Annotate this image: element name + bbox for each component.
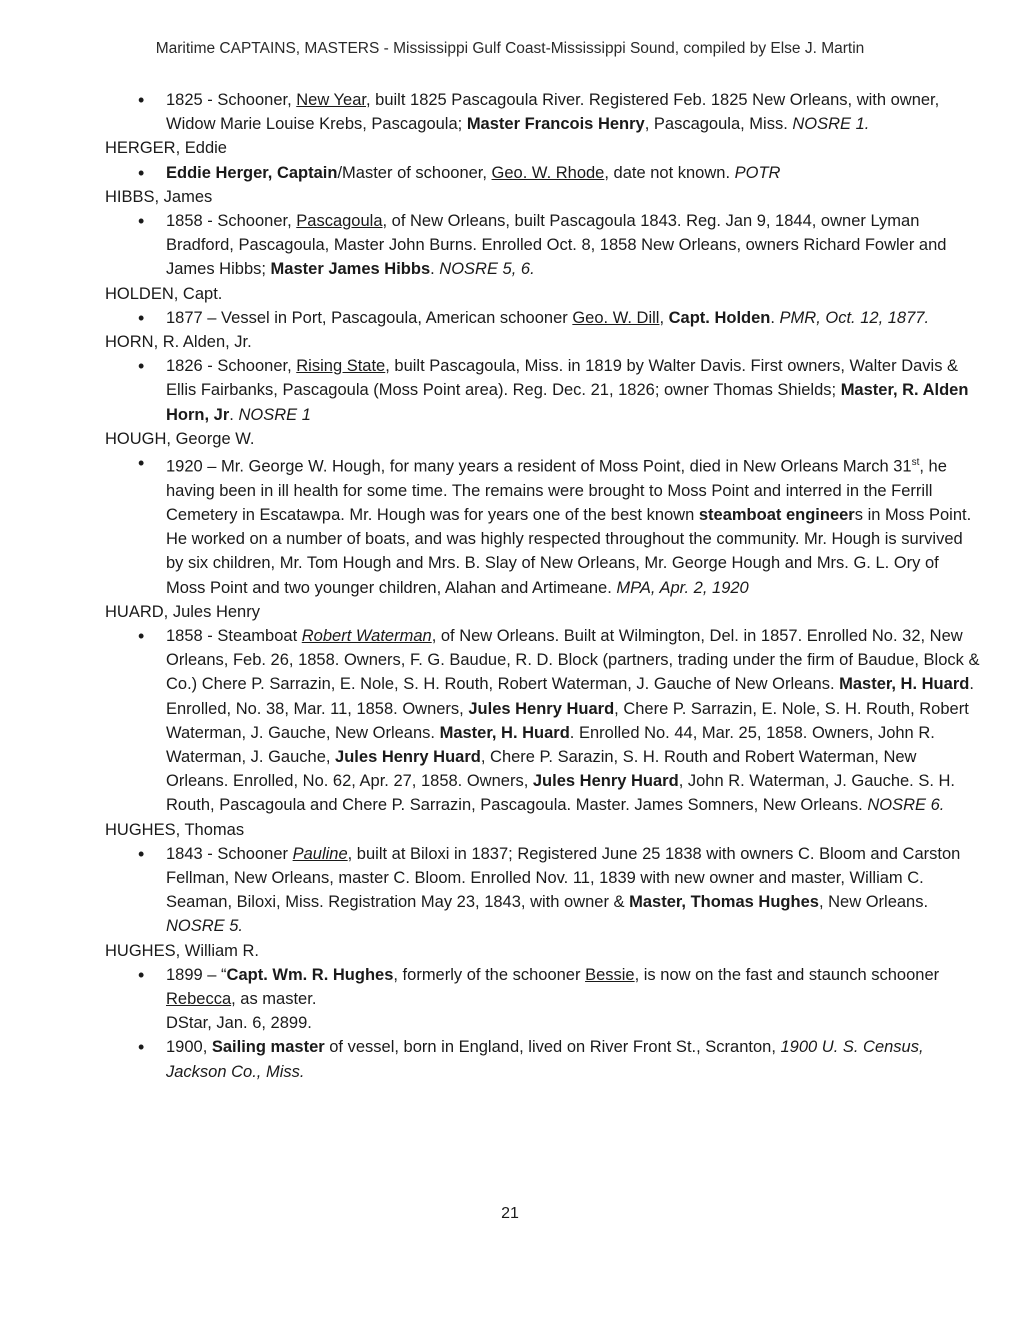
entry-text: . — [430, 260, 440, 279]
source-citation: POTR — [734, 163, 781, 182]
entry-list — [105, 624, 980, 818]
vessel-name: New Year — [296, 91, 366, 109]
entry-text: 1900, — [166, 1038, 212, 1057]
master-name: Master, Thomas Hughes — [629, 893, 819, 912]
list-item — [105, 161, 980, 185]
entry-text: 1826 - Schooner, — [166, 357, 297, 376]
person-name: HUGHES, William R. — [105, 941, 260, 960]
master-name: Master, H. Huard — [439, 723, 570, 742]
ordinal-suffix: st — [911, 457, 920, 469]
source-citation: NOSRE 5, 6. — [439, 260, 535, 279]
vessel-name: Rising State — [296, 357, 386, 376]
source-citation: NOSRE 6. — [867, 796, 945, 815]
entry-text: 1843 - Schooner — [166, 844, 293, 863]
page-content — [105, 88, 980, 1084]
source-citation: NOSRE 1 — [238, 405, 311, 424]
entry-text: 1825 - Schooner, — [166, 91, 297, 109]
entry-list — [105, 161, 980, 185]
source-citation: DStar, Jan. 6, 2899. — [166, 1014, 312, 1033]
entry-text: , of New Orleans. Built at Wilmington, Del. in 1857. Enrolled No. 32, New Orleans, Feb. 26, 1858. Owners, F. G. Baudue, R. D. Block (partners, trading under the firm of Baudue, Block & Co.) Chere P. Sarrazin, E. Nole, S. H. Routh, Robert Waterman, J. Gauche of New Orleans. — [166, 626, 980, 694]
vessel-name: Bessie — [585, 965, 635, 984]
list-item — [105, 842, 980, 939]
page-header: Maritime CAPTAINS, MASTERS - Mississippi Gulf Coast-Mississippi Sound, compiled by Else J. Martin — [155, 40, 865, 57]
master-name: Master, R. Alden Horn, Jr — [166, 381, 969, 424]
list-item — [105, 306, 980, 330]
master-name: Eddie Herger, Captain — [166, 163, 338, 182]
master-name: Capt. Wm. R. Hughes — [226, 965, 394, 984]
list-item — [105, 88, 980, 136]
vessel-name: Robert Waterman — [301, 626, 432, 645]
entry-list — [105, 354, 980, 427]
entry-text: , — [659, 308, 669, 327]
entry-text: , New Orleans. — [818, 893, 929, 912]
list-item — [105, 624, 980, 818]
list-item — [105, 1035, 980, 1083]
entry-list — [105, 88, 980, 136]
source-citation: NOSRE 1. — [792, 115, 870, 134]
source-citation: NOSRE 5. — [166, 917, 244, 936]
owner-name: Jules Henry Huard — [468, 699, 615, 718]
entry-text: , date not known. — [604, 163, 735, 182]
person-name: HERGER, Eddie — [105, 139, 227, 158]
occupation-highlight: steamboat engineer — [698, 505, 855, 524]
entry-text: . Enrolled, No. 38, Mar. 11, 1858. Owners, — [166, 675, 974, 718]
entry-text: 1920 – Mr. George W. Hough, for many years a resident of Moss Point, died in New Orleans March 31 — [166, 457, 912, 476]
entry-text: , built 1825 Pascagoula River. Registered Feb. 1825 New Orleans, with owner, Widow Marie Louise Krebs, Pascagoula; — [166, 91, 940, 134]
master-name: Master Francois Henry — [466, 115, 645, 134]
vessel-name: Pauline — [292, 844, 348, 863]
source-citation: 1900 U. S. Census, Jackson Co., Miss. — [166, 1038, 924, 1081]
entry-text: s in Moss Point. He worked on a number of boats, and was highly respected throughout the community. Mr. Hough is survived by six children, Mr. Tom Hough and Mrs. B. Slay of New Orleans, Mr. George Hough and Mrs. G. L. Ory of Moss Point and two younger children, Alahan and Artimeane. — [166, 505, 972, 597]
entry-text: , built Pascagoula, Miss. in 1819 by Walter Davis. First owners, Walter Davis & Ellis Fairbanks, Pascagoula (Moss Point area). Reg. Dec. 21, 1826; owner Thomas Shields; — [166, 357, 959, 400]
entry-list — [105, 963, 980, 1084]
entry-text: , he having been in ill health for some time. The remains were brought to Moss Point and interred in the Ferrill Cemetery in Escatawpa. Mr. Hough was for years one of the best known — [166, 457, 947, 524]
owner-name: Jules Henry Huard — [532, 772, 679, 791]
person-name: HUARD, Jules Henry — [105, 602, 260, 621]
occupation-highlight: Sailing master — [211, 1038, 325, 1057]
entry-text: , is now on the fast and staunch schooner — [634, 965, 940, 984]
entry-text: . Enrolled No. 44, Mar. 25, 1858. Owners, John R. Waterman, J. Gauche, — [166, 723, 935, 766]
entry-list — [105, 306, 980, 330]
entry-list — [105, 842, 980, 939]
master-name: Capt. Holden — [668, 308, 771, 327]
entry-text: , Chere P. Sarrazin, E. Nole, S. H. Routh, Robert Waterman, J. Gauche, New Orleans. — [166, 699, 969, 742]
page-number: 21 — [501, 1205, 519, 1222]
entry-text: . — [770, 308, 780, 327]
person-name: HIBBS, James — [105, 187, 213, 206]
entry-text: 1858 - Steamboat — [166, 626, 302, 645]
vessel-name: Geo. W. Dill — [572, 308, 660, 327]
list-item — [105, 209, 980, 282]
person-name: HOUGH, George W. — [105, 429, 255, 448]
person-name: HOLDEN, Capt. — [105, 284, 223, 303]
source-citation: MPA, Apr. 2, 1920 — [616, 578, 749, 597]
list-item — [105, 451, 980, 600]
master-name: Master James Hibbs — [270, 260, 431, 279]
entry-text: , built at Biloxi in 1837; Registered June 25 1838 with owners C. Bloom and Carston Fellman, New Orleans, master C. Bloom. Enrolled Nov. 11, 1839 with new owner and master, William C. Seaman, Biloxi, Miss. Registration May 23, 1843, with owner & — [166, 844, 961, 912]
master-name: Master, H. Huard — [839, 675, 970, 694]
entry-text: , Chere P. Sarazin, S. H. Routh and Robert Waterman, New Orleans. Enrolled, No. 62, Apr. 27, 1858. Owners, — [166, 747, 917, 791]
entry-list — [105, 451, 980, 600]
list-item — [105, 963, 980, 1036]
entry-text: , as master. — [231, 990, 317, 1009]
source-citation: PMR, Oct. 12, 1877. — [779, 308, 930, 327]
vessel-name: Geo. W. Rhode — [491, 163, 605, 182]
person-name: HUGHES, Thomas — [105, 820, 245, 839]
owner-name: Jules Henry Huard — [335, 747, 481, 766]
entry-text: 1858 - Schooner, — [166, 212, 297, 231]
entry-text: . — [229, 405, 239, 424]
entry-text: , of New Orleans, built Pascagoula 1843. Reg. Jan 9, 1844, owner Lyman Bradford, Pascagoula, Master John Burns. Enrolled Oct. 8, 1858 New Orleans, owners Richard Fowler and James Hibbs; — [166, 212, 947, 279]
entry-text: 1899 – “ — [166, 965, 227, 984]
entry-text: /Master of schooner, — [337, 163, 492, 182]
entry-text: of vessel, born in England, lived on River Front St., Scranton, — [324, 1038, 781, 1057]
entry-text: 1877 – Vessel in Port, Pascagoula, American schooner — [166, 308, 573, 327]
list-item — [105, 354, 980, 427]
entry-text: , Pascagoula, Miss. — [644, 115, 793, 134]
entry-list — [105, 209, 980, 282]
person-name: HORN, R. Alden, Jr. — [105, 333, 252, 352]
vessel-name: Pascagoula — [296, 212, 383, 231]
entry-text: , John R. Waterman, J. Gauche. S. H. Routh, Pascagoula and Chere P. Sarrazin, Pascagoula. Master. James Somners, New Orleans. — [166, 772, 956, 815]
vessel-name: Rebecca — [166, 990, 232, 1009]
entry-text: , formerly of the schooner — [393, 965, 586, 984]
